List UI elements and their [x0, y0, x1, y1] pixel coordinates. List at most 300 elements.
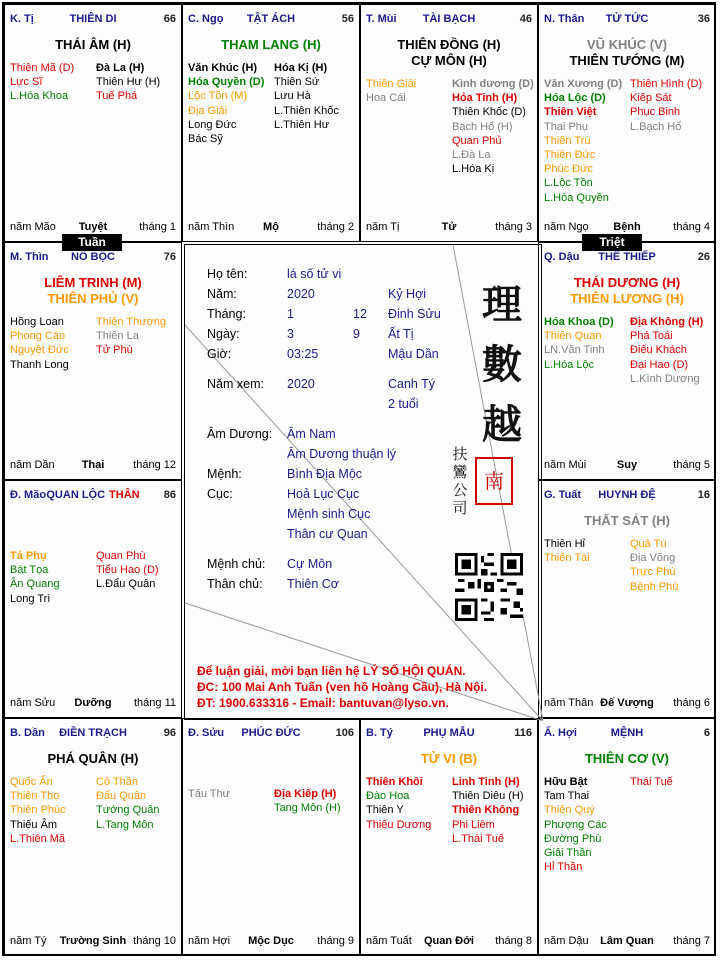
- left-stars-column: [366, 77, 416, 105]
- minor-star: Lộc Tồn (M): [188, 90, 248, 103]
- red-seal-stamp: 南: [475, 457, 513, 505]
- minor-star: Phục Binh: [630, 106, 681, 119]
- qr-code[interactable]: [455, 553, 523, 621]
- palace-name: [544, 251, 710, 263]
- palace-name: [544, 489, 710, 501]
- contact-line: Để luận giải, mời bạn liên hệ LÝ SỐ HỘI QUÁN.: [197, 664, 466, 678]
- earthly-branch: N. Thân: [544, 13, 585, 25]
- minor-star: Thiên Khốc (D): [452, 106, 526, 119]
- minor-star: Thiên Đức: [544, 148, 596, 161]
- minor-star: L.Kình Dương: [630, 372, 700, 385]
- minor-star: Phúc Đức: [544, 163, 593, 176]
- life-stage: Dưỡng: [74, 697, 112, 709]
- minor-star: Thiên Diêu (H): [452, 790, 524, 803]
- minor-star: Trực Phù: [630, 566, 676, 579]
- life-stage: Trường Sinh: [59, 935, 127, 947]
- palace-footer: [10, 935, 176, 949]
- right-stars-column: [96, 315, 166, 358]
- left-stars-column: [544, 315, 614, 372]
- minor-star: Đại Hao (D): [630, 358, 689, 371]
- hour-can-chi: Mậu Dần: [388, 347, 439, 361]
- minor-star: Quả Tú: [630, 538, 667, 550]
- left-stars-column: [366, 775, 431, 832]
- calligraphy-small: [451, 445, 469, 517]
- palace-header: [366, 13, 532, 27]
- view-year-value: 2020: [287, 377, 315, 391]
- minor-star: Thiên Tài: [544, 552, 590, 565]
- calligraphy-title: [477, 275, 527, 455]
- minor-star: Phi Liêm: [452, 818, 495, 831]
- palace-cell-suu[interactable]: [182, 718, 360, 956]
- minor-star: Thiên Khôi: [366, 776, 423, 788]
- decade-number: 56: [341, 13, 354, 25]
- left-stars-column: [544, 77, 622, 205]
- than-position: Thân cư Quan: [287, 527, 368, 541]
- main-star: THẤT SÁT (H): [584, 513, 670, 528]
- earthly-branch: Đ. Mão: [10, 489, 47, 501]
- palace-header: [10, 251, 176, 265]
- life-stage: Tuyệt: [78, 221, 108, 233]
- month-label: Tháng:: [207, 307, 246, 321]
- decade-number: 6: [703, 727, 710, 739]
- palace-header: [544, 13, 710, 27]
- month-marker: tháng 2: [317, 221, 354, 233]
- minor-star: Lưu Hà: [274, 90, 311, 103]
- palace-name-text: TẬT ÁCH: [246, 13, 296, 25]
- palace-cell-ngo[interactable]: [182, 4, 360, 242]
- palace-cell-mao[interactable]: [4, 480, 182, 718]
- decade-number: 76: [163, 251, 176, 263]
- palace-cell-thin[interactable]: [4, 242, 182, 480]
- hour-value: 03:25: [287, 347, 319, 361]
- palace-cell-mui[interactable]: [360, 4, 538, 242]
- minor-star: Tướng Quân: [96, 804, 160, 817]
- palace-name-text: ĐIỀN TRẠCH: [59, 727, 127, 739]
- month-marker: tháng 7: [673, 935, 710, 947]
- minor-star: Thiên Mã (D): [10, 62, 75, 74]
- year-of-life: năm Tị: [366, 221, 400, 233]
- day-lunar: 9: [353, 327, 360, 341]
- month-marker: tháng 5: [673, 459, 710, 471]
- minor-star: Quan Phù: [96, 550, 146, 562]
- minor-star: Đẩu Quân: [96, 790, 147, 803]
- main-star: CỰ MÔN (H): [411, 53, 487, 68]
- main-star: THIÊN PHỦ (V): [47, 291, 139, 306]
- calligraphy-small-char: 司: [452, 499, 468, 517]
- year-of-life: năm Hợi: [188, 935, 231, 947]
- earthly-branch: K. Tị: [10, 13, 34, 25]
- left-stars-column: [544, 775, 607, 874]
- left-stars-column: [188, 61, 264, 146]
- calligraphy-char: 越: [482, 401, 522, 448]
- left-stars-column: [10, 775, 66, 846]
- calligraphy-char: 理: [482, 281, 522, 328]
- minor-star: Tang Môn (H): [274, 802, 341, 815]
- palace-name-text: PHỤ MẪU: [423, 727, 475, 739]
- name-value: lá số tử vi: [287, 267, 342, 281]
- left-stars-column: [188, 787, 230, 801]
- minor-star: Quốc Ấn: [10, 776, 53, 788]
- palace-name: [10, 251, 176, 263]
- palace-footer: [366, 935, 532, 949]
- minor-star: L.Lộc Tồn: [544, 177, 593, 190]
- palace-name: [366, 727, 532, 739]
- amduong-relation: Âm Dương thuận lý: [287, 447, 396, 461]
- minor-star: Thiên Hình (D): [630, 78, 703, 90]
- minor-star: Lực Sĩ: [10, 76, 43, 89]
- month-can-chi: Đinh Sửu: [388, 307, 441, 321]
- minor-star: Đường Phù: [544, 832, 602, 845]
- minor-star: Long Đức: [188, 118, 237, 131]
- right-stars-column: [274, 787, 341, 815]
- minor-star: Bác Sỹ: [188, 132, 223, 145]
- cuc-value: Hoả Lục Cục: [287, 487, 360, 501]
- year-can-chi: Kỷ Hợi: [388, 287, 427, 301]
- than-chu-label: Thân chủ:: [207, 577, 263, 591]
- minor-star: Thiếu Âm: [10, 818, 58, 831]
- contact-line[interactable]: ĐT: 1900.633316 - Email: bantuvan@lyso.vn.: [197, 696, 449, 710]
- menh-label: Mệnh:: [207, 467, 242, 481]
- decade-number: 106: [335, 727, 354, 739]
- palace-footer: [544, 935, 710, 949]
- left-stars-column: [10, 549, 60, 606]
- palace-footer: [188, 221, 354, 235]
- minor-star: L.Thiên Mã: [10, 832, 66, 845]
- palace-footer: [188, 935, 354, 949]
- palace-cell-tuat[interactable]: [538, 480, 716, 718]
- minor-star: Thiên Việt: [544, 106, 597, 119]
- main-star: TỬ VI (B): [420, 751, 478, 766]
- minor-star: Thai Phụ: [544, 120, 589, 133]
- right-stars-column: [452, 775, 524, 846]
- palace-footer: [544, 221, 710, 235]
- calligraphy-small-char: 鸞: [452, 463, 468, 481]
- palace-name-text: MỆNH: [610, 727, 644, 739]
- year-of-life: năm Sửu: [10, 697, 56, 709]
- right-stars-column: [630, 77, 702, 134]
- minor-star: Hóa Kị (H): [274, 62, 328, 74]
- minor-star: Bệnh Phù: [630, 580, 679, 593]
- minor-star: Cô Thần: [96, 776, 138, 788]
- center-info-panel: [184, 244, 542, 720]
- minor-star: Tiểu Hao (D): [96, 564, 159, 577]
- minor-star: Hoa Cái: [366, 92, 406, 105]
- hour-label: Giờ:: [207, 347, 232, 361]
- minor-star: Ân Quang: [10, 578, 60, 591]
- tuan-tag: Tuần: [62, 234, 122, 251]
- decade-number: 116: [514, 727, 532, 739]
- main-star: LIÊM TRINH (M): [44, 275, 142, 290]
- year-of-life: năm Thân: [544, 697, 594, 709]
- left-stars-column: [544, 537, 590, 565]
- month-marker: tháng 8: [495, 935, 532, 947]
- minor-star: Đào Hoa: [366, 790, 410, 803]
- than-chu-value: Thiên Cơ: [287, 577, 339, 591]
- cuc-relation: Mệnh sinh Cục: [287, 507, 371, 521]
- minor-star: Bạch Hổ (H): [452, 120, 513, 133]
- palace-name: [366, 13, 532, 25]
- minor-star: Long Trì: [10, 592, 51, 605]
- minor-star: Tam Thai: [544, 790, 590, 803]
- palace-name: [544, 13, 710, 25]
- minor-star: Văn Xương (D): [544, 78, 623, 90]
- earthly-branch: T. Mùi: [366, 13, 397, 25]
- year-label: Năm:: [207, 287, 237, 301]
- earthly-branch: B. Dần: [10, 727, 45, 739]
- minor-star: Phong Cáo: [10, 330, 66, 343]
- minor-star: Đà La (H): [96, 62, 145, 74]
- minor-star: Hỏa Tinh (H): [452, 92, 518, 105]
- right-stars-column: [274, 61, 339, 132]
- palace-cell-dau[interactable]: [538, 242, 716, 480]
- palace-name: [544, 727, 710, 739]
- life-stage: Mộ: [263, 221, 279, 233]
- right-stars-column: [452, 77, 534, 176]
- minor-star: Hồng Loan: [10, 316, 64, 328]
- palace-header: [10, 489, 176, 503]
- year-of-life: năm Ngọ: [544, 221, 589, 233]
- palace-name-text: TỬ TỨC: [605, 13, 649, 25]
- triet-tag: Triệt: [582, 234, 642, 251]
- minor-star: Giải Thần: [544, 846, 592, 859]
- minor-star: Địa Giải: [188, 104, 228, 117]
- life-stage: Bệnh: [613, 221, 641, 233]
- right-stars-column: [630, 315, 703, 386]
- decade-number: 96: [163, 727, 176, 739]
- minor-star: L.Hóa Kị: [452, 163, 495, 176]
- month-marker: tháng 10: [133, 935, 176, 947]
- minor-star: Điếu Khách: [630, 344, 687, 357]
- palace-header: [544, 251, 710, 265]
- minor-star: Phá Toái: [630, 330, 673, 343]
- palace-header: [366, 727, 532, 741]
- earthly-branch: Đ. Sửu: [188, 727, 225, 739]
- year-of-life: năm Mão: [10, 221, 56, 233]
- minor-star: L.Đà La: [452, 148, 491, 161]
- decade-number: 36: [697, 13, 710, 25]
- palace-header: [544, 489, 710, 503]
- minor-star: Thiên Hư (H): [96, 76, 161, 89]
- minor-star: Hữu Bật: [544, 776, 588, 788]
- minor-star: Hóa Khoa (D): [544, 316, 614, 328]
- minor-star: Địa Không (H): [630, 316, 704, 328]
- view-year-can-chi: Canh Tý: [388, 377, 436, 391]
- year-of-life: năm Thìn: [188, 221, 235, 233]
- palace-name-text: QUAN LỘC: [46, 489, 106, 501]
- year-of-life: năm Tuất: [366, 935, 412, 947]
- palace-cell-hoi[interactable]: [538, 718, 716, 956]
- right-stars-column: [96, 775, 160, 832]
- calligraphy-char: 數: [482, 341, 522, 388]
- main-star: VŨ KHÚC (V): [586, 37, 668, 52]
- month-marker: tháng 11: [133, 697, 176, 709]
- earthly-branch: G. Tuất: [544, 489, 582, 501]
- minor-star: Thiếu Dương: [366, 818, 432, 831]
- earthly-branch: B. Tý: [366, 727, 393, 739]
- contact-line: ĐC: 100 Mai Anh Tuấn (ven hồ Hoàng Cầu), Hà Nội.: [197, 680, 488, 694]
- minor-star: Thái Tuế: [630, 776, 673, 788]
- chart-board: [2, 2, 716, 956]
- life-stage: Thai: [81, 459, 105, 471]
- palace-footer: [544, 697, 710, 711]
- name-label: Họ tên:: [207, 267, 248, 281]
- year-of-life: năm Tý: [10, 935, 47, 947]
- menh-chu-value: Cự Môn: [287, 557, 333, 571]
- palace-name-text: NÔ BỘC: [71, 251, 115, 263]
- minor-star: LN.Văn Tinh: [544, 344, 605, 357]
- left-stars-column: [10, 61, 74, 104]
- palace-footer: [10, 697, 176, 711]
- right-stars-column: [96, 549, 159, 592]
- minor-star: Linh Tinh (H): [452, 776, 520, 788]
- month-marker: tháng 12: [133, 459, 176, 471]
- palace-header: [188, 727, 354, 741]
- year-of-life: năm Dậu: [544, 935, 589, 947]
- minor-star: Quan Phủ: [452, 134, 502, 147]
- minor-star: Hóa Lộc (D): [544, 92, 606, 105]
- minor-star: Bát Tọa: [10, 564, 49, 577]
- month-marker: tháng 3: [495, 221, 532, 233]
- minor-star: Văn Khúc (H): [188, 62, 258, 74]
- palace-footer: [366, 221, 532, 235]
- life-stage: Quan Đới: [424, 935, 474, 947]
- minor-star: Hỉ Thần: [544, 861, 583, 874]
- minor-star: Thanh Long: [10, 358, 69, 371]
- decade-number: 46: [519, 13, 532, 25]
- menh-value: Bình Địa Mộc: [287, 467, 363, 481]
- month-marker: tháng 4: [673, 221, 710, 233]
- palace-header: [188, 13, 354, 27]
- minor-star: Thiên Quan: [544, 330, 602, 343]
- cuc-label: Cục:: [207, 487, 233, 501]
- decade-number: 16: [697, 489, 710, 501]
- minor-star: Địa Võng: [630, 552, 676, 565]
- earthly-branch: Q. Dậu: [544, 251, 580, 263]
- minor-star: Kình dương (D): [452, 78, 534, 90]
- than-marker: THÂN: [109, 489, 140, 501]
- minor-star: L.Tang Môn: [96, 818, 154, 831]
- palace-name: [188, 727, 354, 739]
- palace-footer: [544, 459, 710, 473]
- minor-star: Thiên Giải: [366, 78, 417, 90]
- minor-star: L.Bạch Hổ: [630, 120, 682, 133]
- palace-footer: [10, 221, 176, 235]
- minor-star: Thiên Hỉ: [544, 538, 585, 550]
- decade-number: 66: [163, 13, 176, 25]
- palace-name-text: HUYNH ĐỆ: [598, 489, 656, 501]
- palace-name: [10, 489, 176, 501]
- right-stars-column: [630, 537, 678, 594]
- minor-star: Thiên Y: [366, 804, 404, 817]
- year-of-life: năm Dần: [10, 459, 55, 471]
- minor-star: Thiên Sứ: [274, 76, 320, 89]
- minor-star: L.Hóa Lộc: [544, 358, 595, 371]
- contact-notes: [197, 663, 487, 711]
- decade-number: 86: [163, 489, 176, 501]
- main-star: THÁI DƯƠNG (H): [573, 275, 681, 290]
- palace-header: [10, 13, 176, 27]
- right-stars-column: [630, 775, 673, 789]
- minor-star: Kiếp Sát: [630, 92, 672, 105]
- day-can-chi: Ất Tị: [388, 327, 414, 341]
- month-lunar: 12: [353, 307, 367, 321]
- main-star: THAM LANG (H): [221, 37, 321, 52]
- palace-cell-ty[interactable]: [360, 718, 538, 956]
- minor-star: Thiên Thương: [96, 316, 167, 328]
- palace-name-text: PHÚC ĐỨC: [241, 727, 301, 739]
- main-star: THIÊN ĐỒNG (H): [397, 37, 501, 52]
- palace-name: [188, 13, 354, 25]
- palace-name-text: THÊ THIẾP: [598, 251, 656, 263]
- minor-star: Thiên Quý: [544, 804, 595, 817]
- day-value: 3: [287, 327, 294, 341]
- minor-star: Tử Phù: [96, 344, 133, 357]
- age-value: 2 tuổi: [388, 397, 419, 411]
- left-stars-column: [10, 315, 69, 372]
- palace-name-text: THIÊN DI: [69, 13, 117, 25]
- palace-name: [10, 13, 176, 25]
- life-stage: Tử: [441, 221, 457, 233]
- palace-name: [10, 727, 176, 739]
- decade-number: 26: [697, 251, 710, 263]
- minor-star: Phượng Các: [544, 818, 607, 831]
- minor-star: L.Thiên Hư: [274, 118, 330, 131]
- earthly-branch: C. Ngọ: [188, 13, 224, 25]
- month-value: 1: [287, 307, 294, 321]
- amduong-value: Âm Nam: [287, 427, 336, 441]
- main-star: THIÊN LƯƠNG (H): [570, 291, 684, 306]
- month-marker: tháng 1: [139, 221, 176, 233]
- minor-star: L.Thiên Khốc: [274, 104, 339, 117]
- calligraphy-small-char: 扶: [452, 445, 468, 463]
- minor-star: L.Hóa Khoa: [10, 90, 69, 103]
- minor-star: Thiên Trù: [544, 134, 591, 147]
- main-star: PHÁ QUÂN (H): [47, 751, 139, 766]
- month-marker: tháng 6: [673, 697, 710, 709]
- amduong-label: Âm Dương:: [207, 427, 273, 441]
- calligraphy-small-char: 公: [452, 481, 468, 499]
- palace-name-text: TÀI BẠCH: [422, 13, 476, 25]
- life-stage: Đế Vượng: [600, 697, 654, 709]
- main-star: THIÊN TƯỚNG (M): [569, 53, 685, 68]
- minor-star: L.Thái Tuế: [452, 832, 504, 845]
- minor-star: Nguyệt Đức: [10, 344, 69, 357]
- palace-cell-ti[interactable]: [4, 4, 182, 242]
- minor-star: L.Hóa Quyền: [544, 191, 609, 204]
- year-value: 2020: [287, 287, 315, 301]
- palace-cell-dan[interactable]: [4, 718, 182, 956]
- minor-star: Tuế Phá: [96, 90, 138, 103]
- life-stage: Lâm Quan: [600, 935, 654, 947]
- palace-cell-than[interactable]: [538, 4, 716, 242]
- earthly-branch: M. Thìn: [10, 251, 49, 263]
- minor-star: L.Đẩu Quân: [96, 578, 156, 591]
- earthly-branch: Ấ. Hợi: [544, 727, 577, 739]
- menh-chu-label: Mệnh chủ:: [207, 557, 266, 571]
- main-star: THÁI ÂM (H): [55, 37, 131, 52]
- life-stage: Suy: [616, 459, 638, 471]
- minor-star: Tả Phụ: [10, 550, 47, 562]
- palace-footer: [10, 459, 176, 473]
- minor-star: Hóa Quyền (D): [188, 76, 265, 89]
- right-stars-column: [96, 61, 160, 104]
- main-star: THIÊN CƠ (V): [584, 751, 670, 766]
- minor-star: Tấu Thư: [188, 788, 231, 800]
- palace-header: [544, 727, 710, 741]
- palace-header: [10, 727, 176, 741]
- minor-star: Thiên La: [96, 330, 139, 343]
- view-year-label: Năm xem:: [207, 377, 264, 391]
